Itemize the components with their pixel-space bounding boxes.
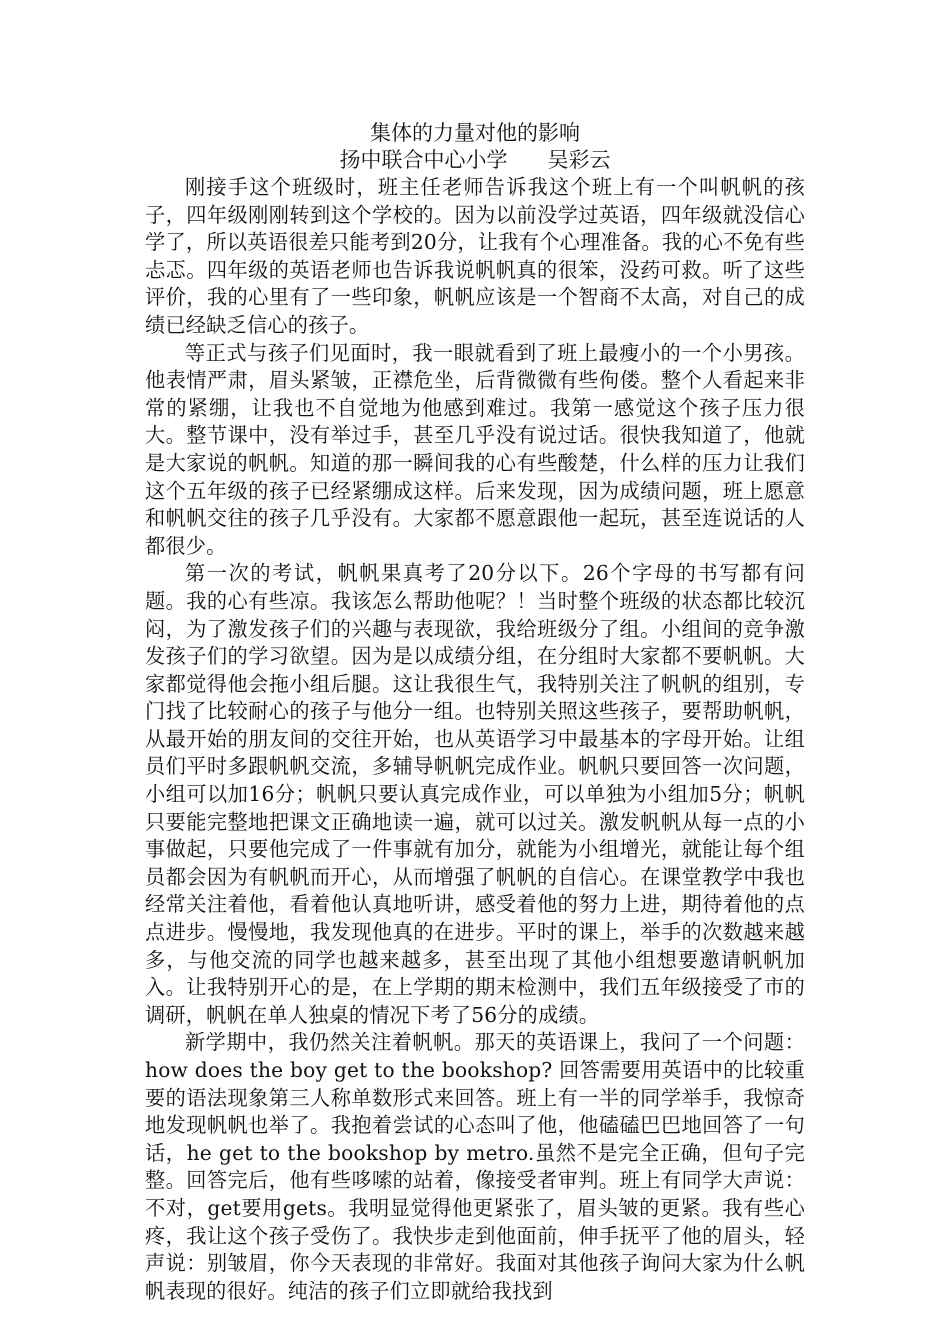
document-page [145,120,805,1305]
paragraph-3: 第一次的考试，帆帆果真考了20分以下。26个字母的书写都有问题。我的心有些凉。我该怎么帮助他呢？！当时整个班级的状态都比较沉闷，为了激发孩子们的兴趣与表现欲，我给班级分了组。小组间的竞争激发孩子们的学习欲望。因为是以成绩分组，在分组时大家都不要帆帆。大家都觉得他会拖小组后腿。这让我很生气，我特别关注了帆帆的组别，专门找了比较耐心的孩子与他分一组。也特别关照这些孩子，要帮助帆帆，从最开始的朋友间的交往开始，也从英语学习中最基本的字母开始。让组员们平时多跟帆帆交流，多辅导帆帆完成作业。帆帆只要回答一次问题，小组可以加16分；帆帆只要认真完成作业，可以单独为小组加5分；帆帆只要能完整地把课文正确地读一遍，就可以过关。激发帆帆从每一点的小事做起，只要他完成了一件事就有加分，就能为小组增光，就能让每个组员都会因为有帆帆而开心，从而增强了帆帆的自信心。在课堂教学中我也经常关注着他，看着他认真地听讲，感受着他的努力上进，期待着他的点点进步。慢慢地，我发现他真的在进步。平时的课上，举手的次数越来越多，与他交流的同学也越来越多，甚至出现了其他小组想要邀请帆帆加入。让我特别开心的是，在上学期的期末检测中，我们五年级接受了市的调研，帆帆在单人独桌的情况下考了56分的成绩。 [145,561,805,1027]
paragraph-1: 刚接手这个班级时，班主任老师告诉我这个班上有一个叫帆帆的孩子，四年级刚刚转到这个学校的。因为以前没学过英语，四年级就没信心学了，所以英语很差只能考到20分，让我有个心理准备。我的心不免有些忐忑。四年级的英语老师也告诉我说帆帆真的很笨，没药可救。听了这些评价，我的心里有了一些印象，帆帆应该是一个智商不太高，对自己的成绩已经缺乏信心的孩子。 [145,175,805,337]
school-name: 扬中联合中心小学 [339,148,508,172]
author-name: 吴彩云 [547,148,611,172]
paragraph-2: 等正式与孩子们见面时，我一眼就看到了班上最瘦小的一个小男孩。他表情严肃，眉头紧皱，正襟危坐，后背微微有些佝偻。整个人看起来非常的紧绷，让我也不自觉地为他感到难过。我第一感觉这个孩子压力很大。整节课中，没有举过手，甚至几乎没有说过话。很快我知道了，他就是大家说的帆帆。知道的那一瞬间我的心有些酸楚，什么样的压力让我们这个五年级的孩子已经紧绷成这样。后来发现，因为成绩问题，班上愿意和帆帆交往的孩子几乎没有。大家都不愿意跟他一起玩，甚至连说话的人都很少。 [145,340,805,558]
byline [145,147,805,174]
document-title: 集体的力量对他的影响 [370,121,580,145]
paragraph-4: 新学期中，我仍然关注着帆帆。那天的英语课上，我问了一个问题：how does the boy get to the bookshop? 回答需要用英语中的比较重要的语法现象第三人称单数形式来回答。班上有一半的同学举手，我惊奇地发现帆帆也举了。我抱着尝试的心态叫了他，他磕磕巴巴地回答了一句话，he get to the bookshop by metro.虽然不是完全正确，但句子完整。回答完后，他有些哆嗦的站着，像接受者审判。班上有同学大声说：不对，get要用gets。我明显觉得他更紧张了，眉头皱的更紧。我有些心疼，我让这个孩子受伤了。我快步走到他面前，伸手抚平了他的眉头，轻声说：别皱眉，你今天表现的非常好。我面对其他孩子询问大家为什么帆帆表现的很好。纯洁的孩子们立即就给我找到 [145,1030,805,1303]
